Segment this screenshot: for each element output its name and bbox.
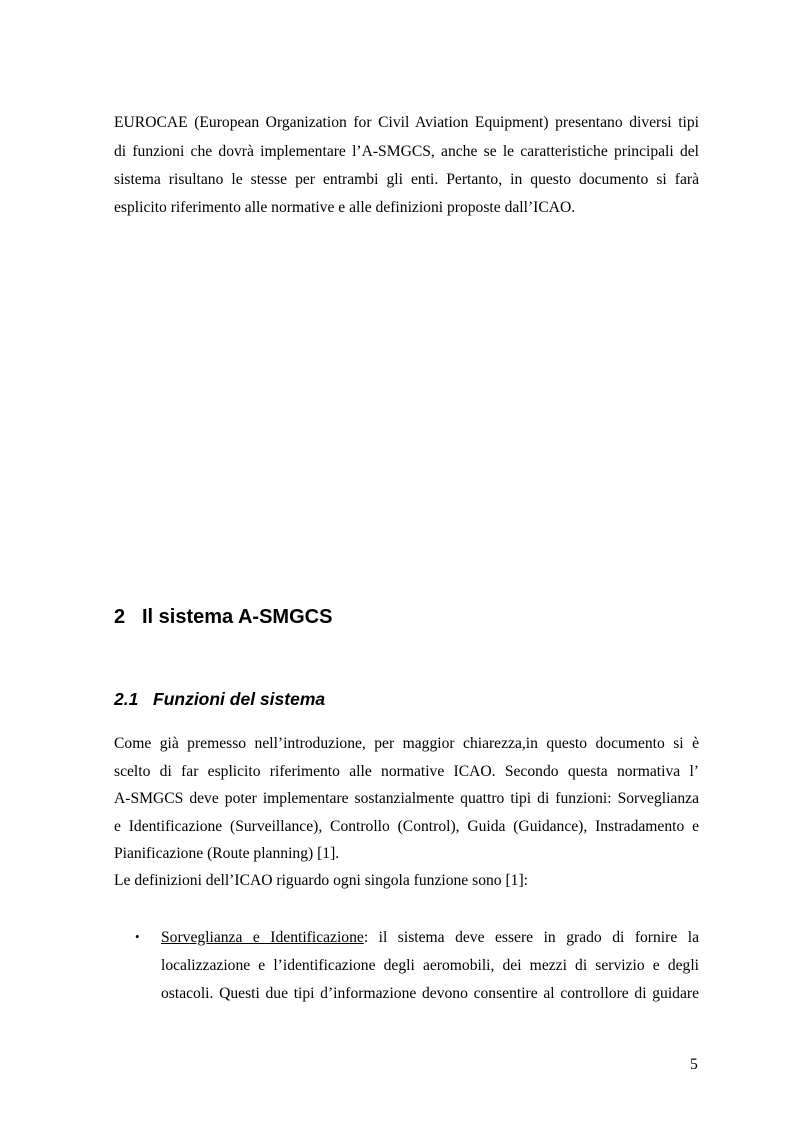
section-number: 2 <box>114 606 126 628</box>
text-line: localizzazione e l’identificazione degli aeromobili, dei mezzi di servizio e degli <box>161 957 699 974</box>
text-line: sistema risultano le stesse per entrambi gli enti. Pertanto, in questo documento si farà <box>114 171 699 188</box>
subsection-title: Funzioni del sistema <box>153 689 326 709</box>
text-line: Le definizioni dell’ICAO riguardo ogni singola funzione sono [1]: <box>114 872 529 889</box>
bullet-term: Sorveglianza e Identificazione <box>161 929 364 946</box>
subsection-number: 2.1 <box>114 689 139 709</box>
subsection-heading <box>114 689 325 710</box>
page-number: 5 <box>690 1056 698 1073</box>
text-line: ostacoli. Questi due tipi d’informazione devono consentire al controllore di guidare <box>161 985 699 1002</box>
section-heading <box>114 606 332 629</box>
text-line: di funzioni che dovrà implementare l’A-SMGCS, anche se le caratteristiche principali del <box>114 143 699 160</box>
text-line: A-SMGCS deve poter implementare sostanzialmente quattro tipi di funzioni: Sorveglianza <box>114 790 699 807</box>
text-line: esplicito riferimento alle normative e alle definizioni proposte dall’ICAO. <box>114 199 576 216</box>
text-line: EUROCAE (European Organization for Civil Aviation Equipment) presentano diversi tipi <box>114 114 699 131</box>
text-line: Pianificazione (Route planning) [1]. <box>114 845 340 862</box>
text-line: Come già premesso nell’introduzione, per maggior chiarezza,in questo documento si è <box>114 735 699 752</box>
text-line <box>161 929 699 947</box>
section-title: Il sistema A-SMGCS <box>142 606 333 628</box>
bullet-first-line-rest: : il sistema deve essere in grado di fornire la <box>363 929 699 946</box>
text-line: scelto di far esplicito riferimento alle normative ICAO. Secondo questa normativa l’ <box>114 763 699 780</box>
bullet-icon: • <box>135 929 140 944</box>
text-line: e Identificazione (Surveillance), Controllo (Control), Guida (Guidance), Instradamento e <box>114 818 699 835</box>
